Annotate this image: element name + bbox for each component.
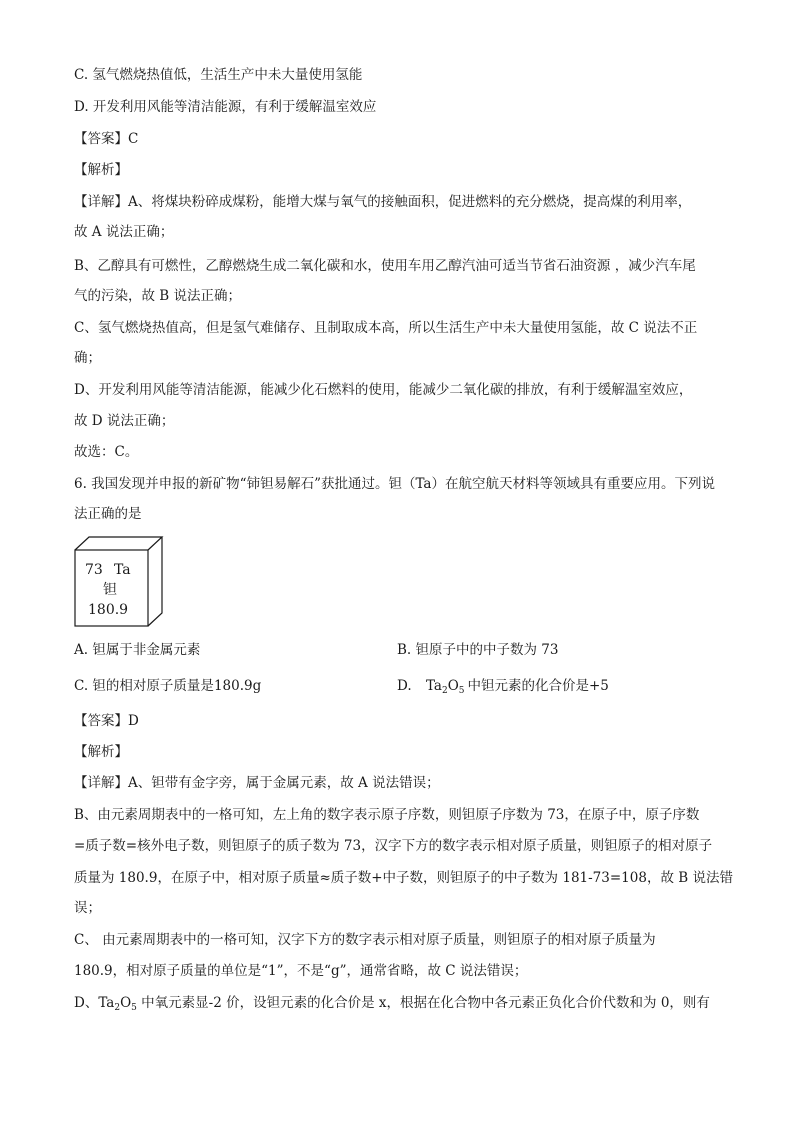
last-line-o: O [120, 995, 132, 1011]
analysis-label: 【解析】 [74, 744, 128, 760]
option-c [74, 676, 261, 696]
formula-sub: 5 [131, 1003, 137, 1013]
option-d-prev: D. 开发利用风能等清洁能源，有利于缓解温室效应 [74, 99, 377, 115]
last-line-rest: 中氧元素显-2 价，设钽元素的化合价是 x，根据在化合物中各元素正负化合价代数和为 0，则有 [136, 995, 710, 1011]
option-c-value: 180.9g [213, 678, 262, 694]
option-d [397, 676, 609, 696]
formula-sub: 2 [114, 1003, 121, 1013]
answer-prev: 【答案】C [74, 131, 139, 147]
option-d-text: 中钽元素的化合价是+5 [467, 678, 609, 694]
periodic-table-cell [74, 536, 164, 628]
formula-sub: 5 [458, 686, 465, 696]
detail-line: C、 由元素周期表中的一格可知，汉字下方的数字表示相对原子质量，则钽原子的相对原子质量为 [74, 932, 656, 948]
detail-line: 180.9，相对原子质量的单位是“1”，不是“g”，通常省略，故 C 说法错误； [74, 963, 528, 979]
detail-line: B、由元素周期表中的一格可知，左上角的数字表示原子序数，则钽原子序数为 73，在原子中，原子序数 [74, 807, 700, 823]
answer: 【答案】D [74, 713, 139, 729]
option-c-text: C. 钽的相对原子质量是 [74, 678, 214, 694]
detail-line: 故 D 说法正确； [74, 413, 175, 429]
option-d-label: D. [397, 678, 412, 694]
detail-line [74, 993, 710, 1013]
formula-o: O [447, 678, 459, 694]
detail-line: 故 A 说法正确； [74, 224, 174, 240]
option-c-prev: C. 氢气燃烧热值低，生活生产中未大量使用氢能 [74, 67, 363, 83]
detail-line: 故选：C。 [74, 444, 139, 460]
detail-line: C、氢气燃烧热值高，但是氢气难储存、且制取成本高，所以生活生产中未大量使用氢能，故 C 说法不正 [74, 320, 698, 336]
question-stem: 法正确的是 [74, 506, 142, 522]
detail-line: =质子数=核外电子数，则钽原子的质子数为 73，汉字下方的数字表示相对原子质量，则钽原子的相对原子 [74, 838, 713, 854]
analysis-label-prev: 【解析】 [74, 162, 128, 178]
question-stem: 6. 我国发现并申报的新矿物“铈钽易解石”获批通过。钽（Ta）在航空航天材料等领域具有重要应用。下列说 [74, 476, 715, 492]
element-name: 钽 [103, 582, 117, 598]
detail-line: B、乙醇具有可燃性，乙醇燃烧生成二氧化碳和水，使用车用乙醇汽油可适当节省石油资源 ，减少汽车尾 [74, 258, 696, 274]
formula-sub: 2 [441, 686, 448, 696]
detail-line: 气的污染，故 B 说法正确； [74, 288, 242, 304]
detail-line: 【详解】A、钽带有金字旁，属于金属元素，故 A 说法错误； [74, 775, 440, 791]
formula-ta: Ta [425, 678, 442, 694]
atomic-mass: 180.9 [88, 602, 129, 618]
last-line-start: D、Ta [74, 995, 115, 1011]
detail-line: 【详解】A、将煤块粉碎成煤粉，能增大煤与氧气的接触面积，促进燃料的充分燃烧，提高煤的利用率， [74, 194, 692, 210]
option-a: A. 钽属于非金属元素 [74, 642, 201, 658]
detail-line: 确； [74, 350, 101, 366]
option-b: B. 钽原子中的中子数为 73 [397, 642, 559, 658]
detail-line: 误； [74, 900, 101, 916]
atomic-number: 73 [85, 562, 103, 578]
detail-line: 质量为 180.9，在原子中，相对原子质量≈质子数+中子数，则钽原子的中子数为 181-73=108，故 B 说法错 [74, 870, 733, 886]
element-symbol: Ta [114, 562, 131, 578]
detail-line: D、开发利用风能等清洁能源，能减少化石燃料的使用，能减少二氧化碳的排放，有利于缓解温室效应， [74, 382, 693, 398]
